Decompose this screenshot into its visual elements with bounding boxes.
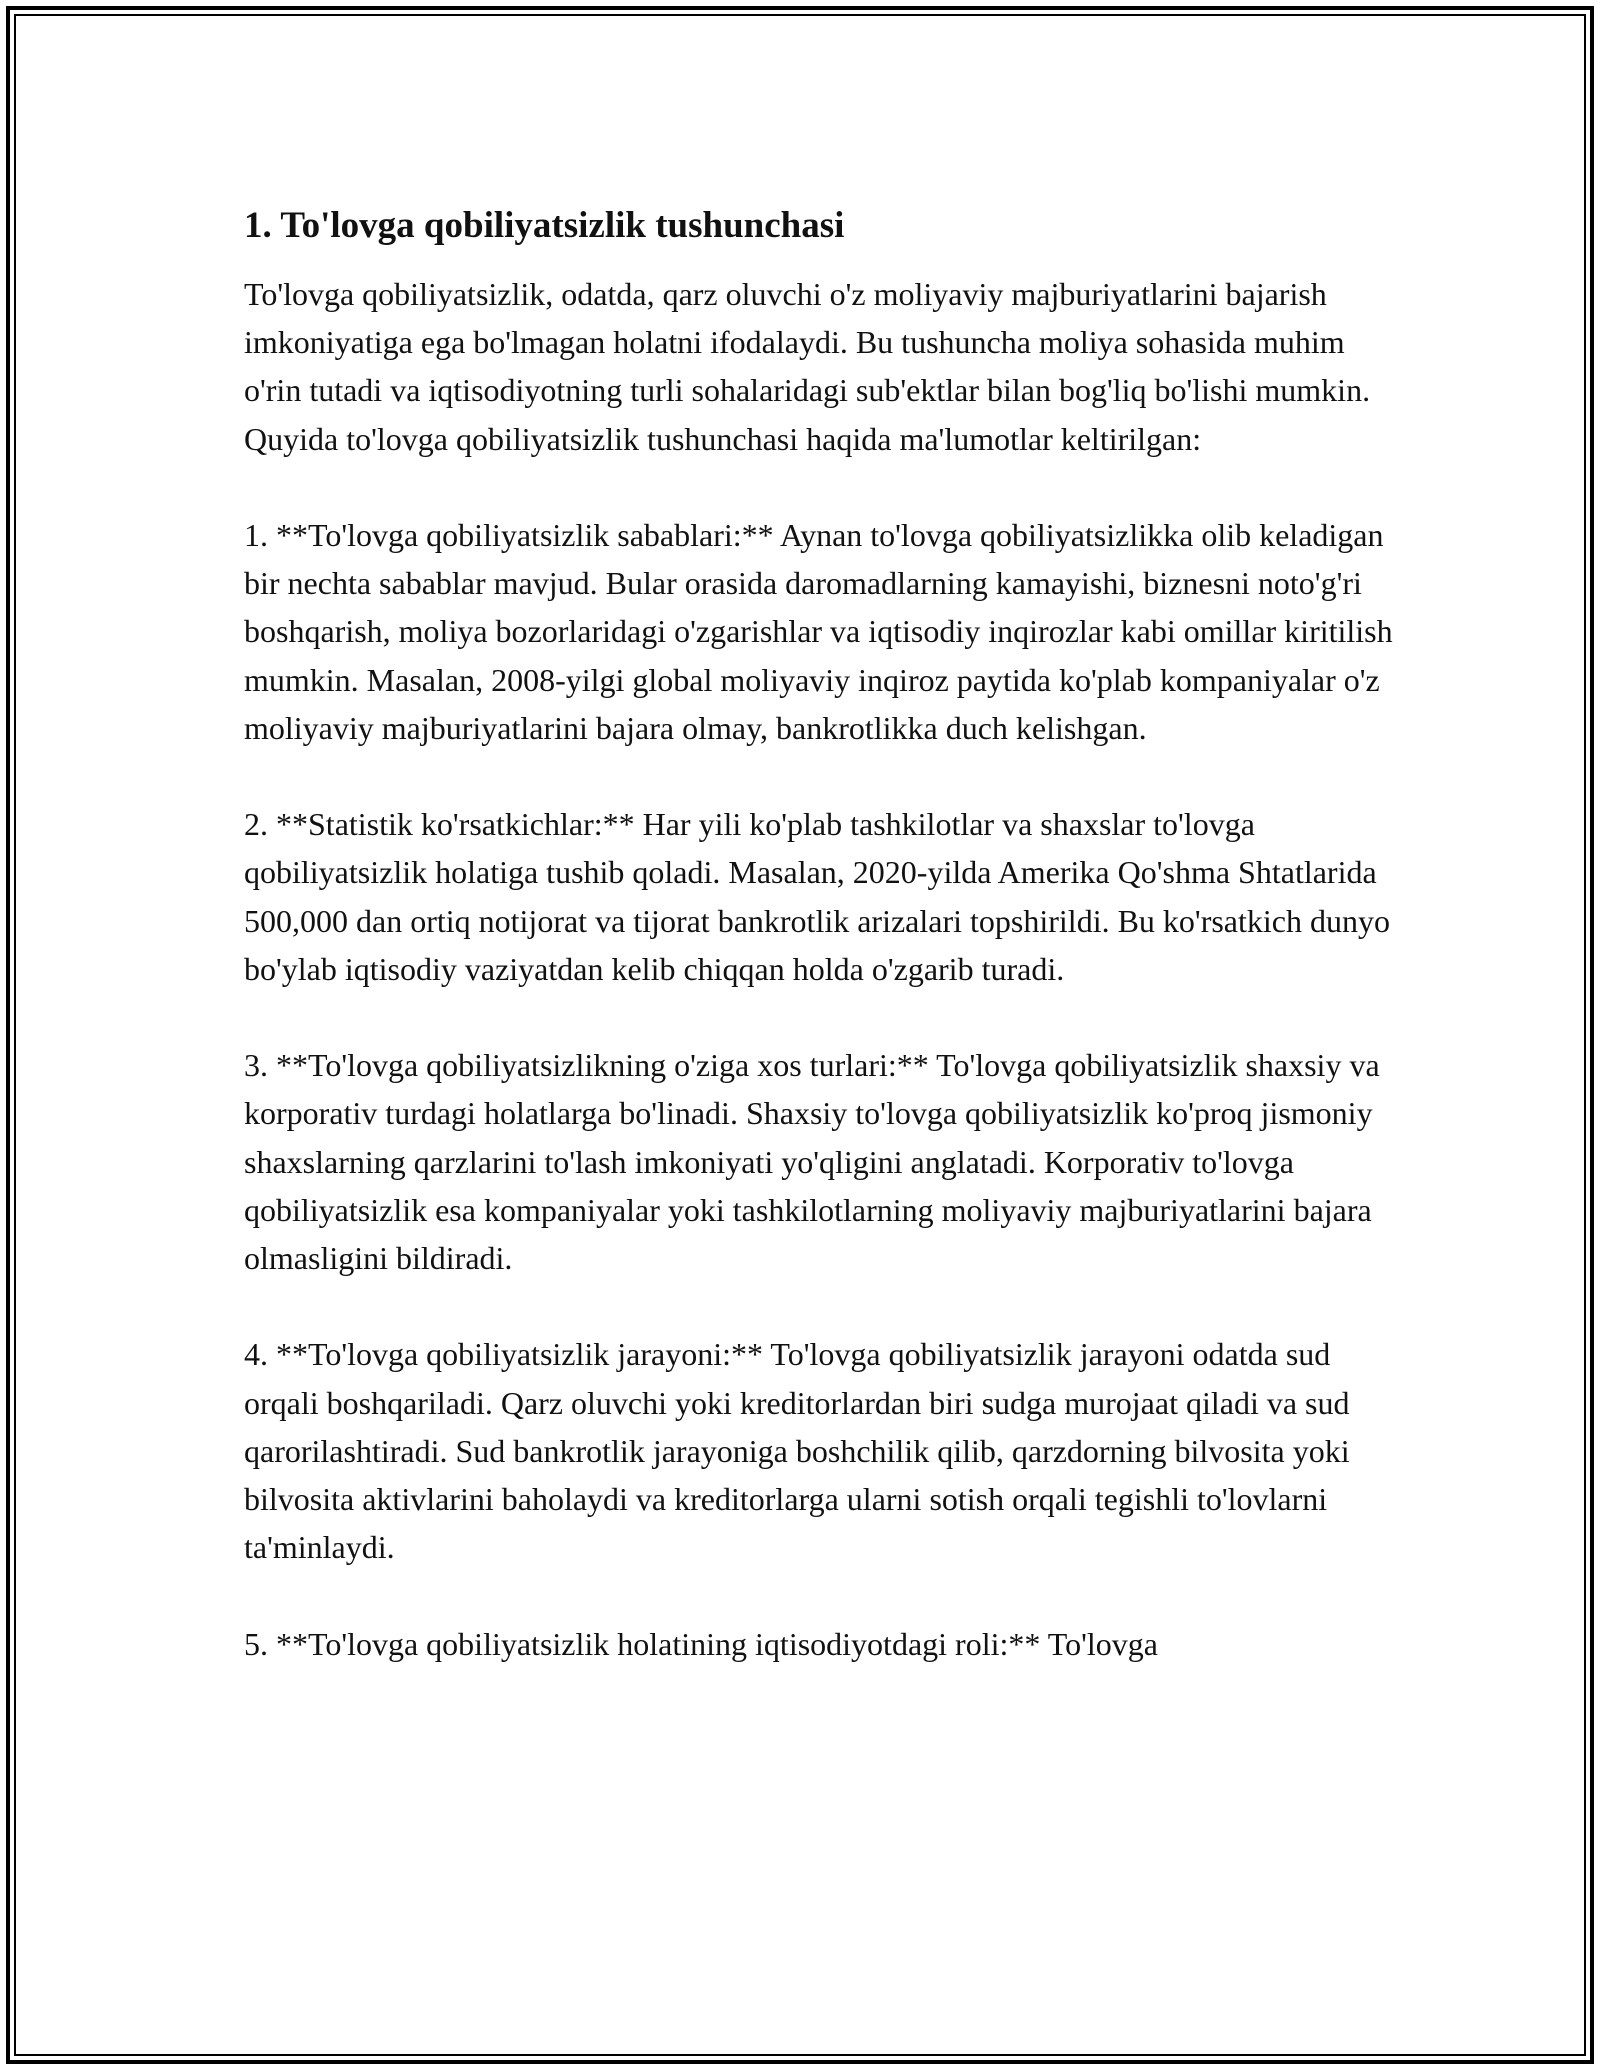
intro-paragraph: To'lovga qobiliyatsizlik, odatda, qarz oluvchi o'z moliyaviy majburiyatlarini bajarish imkoniyatiga ega bo'lmagan holatni ifodalaydi. Bu tushuncha moliya sohasida muhim o'rin tutadi va iqtisodiyotning turli sohalaridagi sub'ektlar bilan bog'liq bo'lishi mumkin. Quyida to'lovga qobiliyatsizlik tushunchasi haqida ma'lumotlar keltirilgan: [244,276,1371,457]
paragraph-item-3: 3. **To'lovga qobiliyatsizlikning o'ziga xos turlari:** To'lovga qobiliyatsizlik shaxsiy va korporativ turdagi holatlarga bo'linadi. Shaxsiy to'lovga qobiliyatsizlik ko'proq jismoniy shaxslarning qarzlarini to'lash imkoniyati yo'qligini anglatadi. Korporativ to'lovga qobiliyatsizlik esa kompaniyalar yoki tashkilotlarning moliyaviy majburiyatlarini bajara olmasligini bildiradi. [244,1047,1380,1277]
document-body [244,202,1394,1716]
page-inner-border [14,14,1586,2056]
document-title: 1. To'lovga qobiliyatsizlik tushunchasi [244,205,845,246]
paragraph-item-1: 1. **To'lovga qobiliyatsizlik sabablari:** Aynan to'lovga qobiliyatsizlikka olib keladigan bir nechta sabablar mavjud. Bular orasida daromadlarning kamayishi, biznesni noto'g'ri boshqarish, moliya bozorlaridagi o'zgarishlar va iqtisodiy inqirozlar kabi omillar kiritilish mumkin. Masalan, 2008-yilgi global moliyaviy inqiroz paytida ko'plab kompaniyalar o'z moliyaviy majburiyatlarini bajara olmay, bankrotlikka duch kelishgan. [244,517,1393,746]
paragraph-item-5: 5. **To'lovga qobiliyatsizlik holatining iqtisodiyotdagi roli:** To'lovga [244,1625,1158,1662]
paragraph-item-2: 2. **Statistik ko'rsatkichlar:** Har yili ko'plab tashkilotlar va shaxslar to'lovga qobiliyatsizlik holatiga tushib qoladi. Masalan, 2020-yilda Amerika Qo'shma Shtatlarida 500,000 dan ortiq notijorat va tijorat bankrotlik arizalari topshirildi. Bu ko'rsatkich dunyo bo'ylab iqtisodiy vaziyatdan kelib chiqqan holda o'zgarib turadi. [244,806,1390,987]
paragraph-item-4: 4. **To'lovga qobiliyatsizlik jarayoni:** To'lovga qobiliyatsizlik jarayoni odatda sud orqali boshqariladi. Qarz oluvchi yoki kreditorlardan biri sudga murojaat qiladi va sud qarorilashtiradi. Sud bankrotlik jarayoniga boshchilik qilib, qarzdorning bilvosita yoki bilvosita aktivlarini baholaydi va kreditorlarga ularni sotish orqali tegishli to'lovlarni ta'minlaydi. [244,1336,1350,1566]
page-outer-border [6,6,1594,2064]
